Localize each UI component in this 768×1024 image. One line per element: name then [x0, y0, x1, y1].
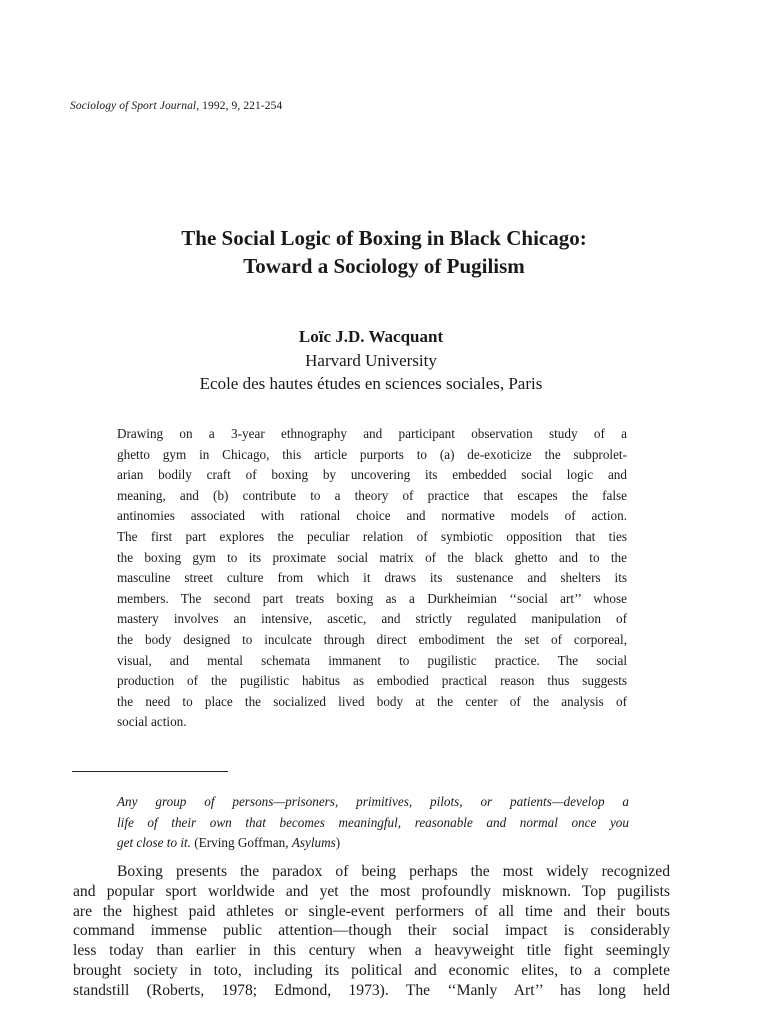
body-line: less today than earlier in this century when a heavyweight title fight seemingly — [73, 942, 670, 960]
abstract-line: The first part explores the peculiar relation of symbiotic opposition that ties — [117, 528, 627, 544]
abstract — [117, 424, 627, 733]
abstract-line: Drawing on a 3-year ethnography and participant observation study of a — [117, 426, 627, 441]
title-line-2: Toward a Sociology of Pugilism — [243, 254, 525, 278]
abstract-line: arian bodily craft of boxing by uncovering its embedded social logic and — [117, 467, 627, 483]
abstract-line: social action. — [117, 714, 187, 730]
author-affiliation-2: Ecole des hautes études en sciences sociales, Paris — [199, 374, 543, 393]
title-line-1: The Social Logic of Boxing in Black Chicago: — [181, 226, 587, 250]
section-divider — [72, 771, 228, 772]
epigraph-source-title: Asylums — [291, 835, 336, 850]
abstract-line: the need to place the socialized lived body at the center of the analysis of — [117, 693, 627, 709]
abstract-line: the body designed to inculcate through direct embodiment the set of corporeal, — [117, 631, 627, 647]
journal-details: 1992, 9, 221-254 — [199, 100, 283, 112]
abstract-line: members. The second part treats boxing as a Durkheimian ‘‘social art’’ whose — [117, 590, 627, 606]
body-line: and popular sport worldwide and yet the most profoundly misknown. Top pugilists — [73, 882, 670, 900]
journal-name: Sociology of Sport Journal, — [70, 100, 200, 112]
body-line: are the highest paid athletes or single-event performers of all time and their bouts — [73, 902, 670, 920]
epigraph-source-prefix: (Erving Goffman, — [190, 835, 292, 850]
abstract-line: ghetto gym in Chicago, this article purports to (a) de-exoticize the subprolet- — [117, 446, 627, 462]
body-line: command immense public attention—though their social impact is considerably — [73, 922, 670, 940]
epigraph-line-2: life of their own that becomes meaningful, reasonable and normal once you — [117, 814, 629, 830]
author-name: Loïc J.D. Wacquant — [298, 327, 444, 346]
abstract-line: mastery involves an intensive, ascetic, and strictly regulated manipulation of — [117, 611, 627, 627]
epigraph-line-1: Any group of persons—prisoners, primitives, pilots, or patients—develop a — [117, 794, 629, 809]
epigraph — [117, 792, 629, 854]
abstract-line: meaning, and (b) contribute to a theory of practice that escapes the false — [117, 487, 627, 503]
abstract-line: antinomies associated with rational choice and normative models of action. — [117, 508, 627, 524]
epigraph-quote-end: get close to it. — [117, 835, 191, 850]
body-line: standstill (Roberts, 1978; Edmond, 1973). The ‘‘Manly Art’’ has long held — [73, 981, 670, 999]
author-affiliation-1: Harvard University — [305, 351, 437, 370]
abstract-line: masculine street culture from which it draws its sustenance and shelters its — [117, 570, 627, 586]
epigraph-line-3 — [117, 833, 629, 854]
epigraph-source-suffix: ) — [335, 835, 341, 850]
abstract-line: the boxing gym to its proximate social matrix of the black ghetto and to the — [117, 549, 627, 565]
abstract-line: visual, and mental schemata immanent to pugilistic practice. The social — [117, 652, 627, 668]
body-line: Boxing presents the paradox of being perhaps the most widely recognized — [117, 863, 670, 880]
author-block — [0, 325, 742, 395]
body-paragraph — [73, 862, 670, 1001]
running-head — [70, 100, 282, 112]
article-title — [0, 224, 768, 280]
body-line: brought society in toto, including its political and economic elites, to a complete — [73, 961, 670, 979]
abstract-line: production of the pugilistic habitus as embodied practical reason thus suggests — [117, 673, 627, 689]
